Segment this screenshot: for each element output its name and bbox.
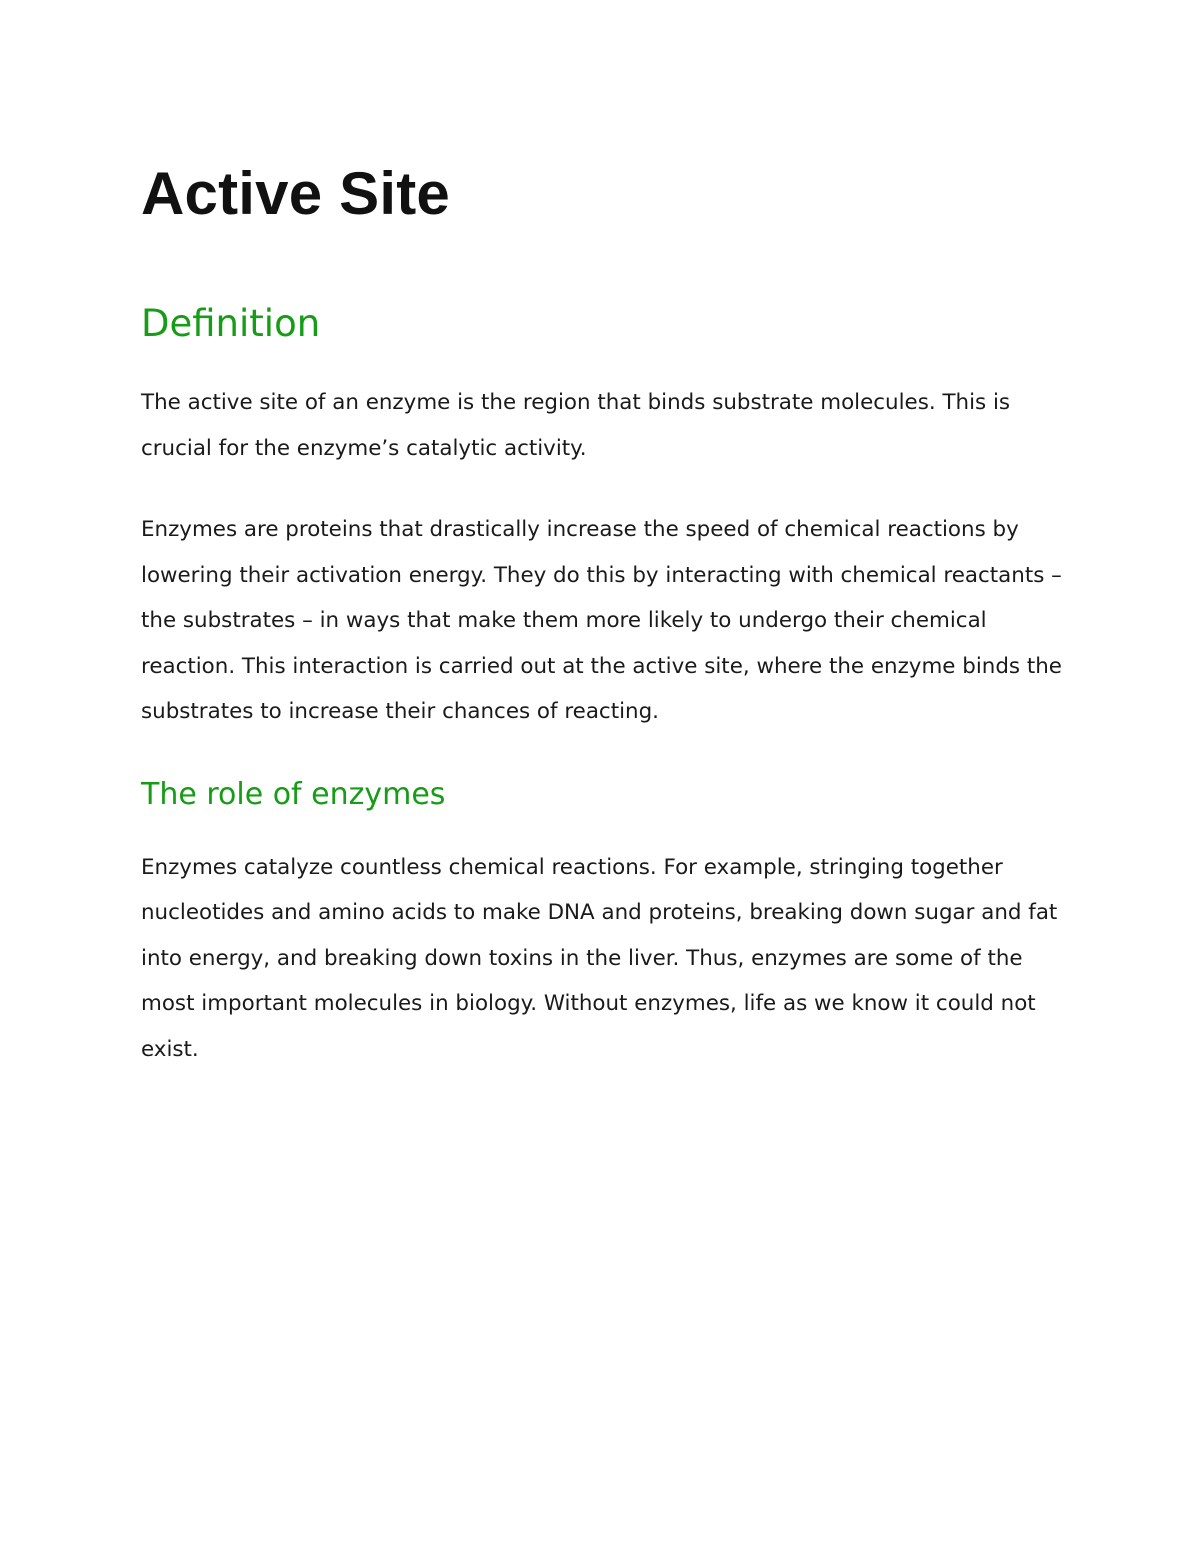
document-content [141,160,1071,1072]
role-paragraph-1: Enzymes catalyze countless chemical reactions. For example, stringing together nucleotides and amino acids to make DNA and proteins, breaking down sugar and fat into energy, and breaking down toxins in the liver. Thus, enzymes are some of the most important molecules in biology. Without enzymes, life as we know it could not exist. [141,854,1058,1062]
document-title: Active Site [141,160,450,227]
definition-paragraph-1: The active site of an enzyme is the region that binds substrate molecules. This is crucial for the enzyme’s catalytic activity. [141,390,1011,461]
section-heading-role-of-enzymes: The role of enzymes [141,776,446,812]
section-heading-definition: Definition [141,302,321,345]
definition-paragraph-2: Enzymes are proteins that drastically increase the speed of chemical reactions by lowering their activation energy. They do this by interacting with chemical reactants – the substrates – in ways that make them more likely to undergo their chemical reaction. This interaction is carried out at the active site, where the enzyme binds the substrates to increase their chances of reacting. [141,517,1062,724]
